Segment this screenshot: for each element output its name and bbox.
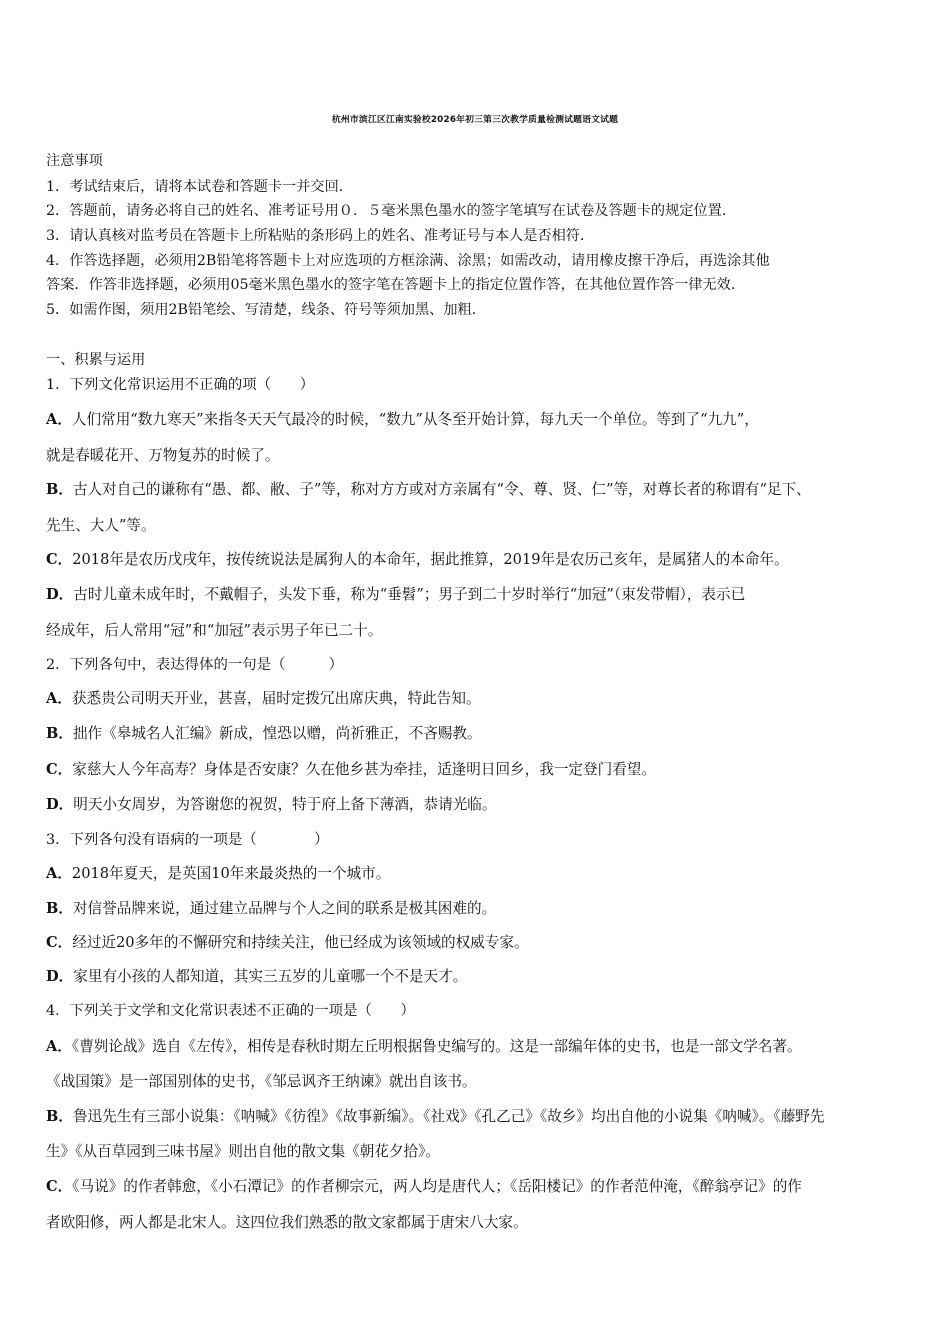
question-stem: 3．下列各句没有语病的一项是（ ） bbox=[46, 832, 329, 848]
option-text: 2018年夏天，是英国10年来最炎热的一个城市。 bbox=[71, 865, 391, 882]
option-text: 古人对自己的谦称有“愚、都、敝、子”等，称对方方或对方亲属有“令、尊、贤、仁”等，对尊长者的称谓有“足下、 bbox=[72, 481, 811, 498]
option-a-continued: 就是春暖花开、万物复苏的时候了。 bbox=[46, 447, 280, 464]
option-c bbox=[46, 760, 656, 780]
option-b-continued: 生》《从百草园到三味书屋》则出自他的散文集《朝花夕拾》。 bbox=[46, 1143, 441, 1160]
option-label: B． bbox=[46, 1108, 73, 1125]
notice-heading: 注意事项 bbox=[46, 153, 103, 169]
option-text: 家里有小孩的人都知道，其实三五岁的儿童哪一个不是天才。 bbox=[73, 968, 468, 985]
option-a bbox=[46, 864, 390, 884]
option-text: 获悉贵公司明天开业，甚喜，届时定拨冗出席庆典，特此告知。 bbox=[71, 690, 481, 707]
question-stem: 4．下列关于文学和文化常识表述不正确的一项是（ ） bbox=[46, 1003, 415, 1019]
option-c bbox=[46, 550, 789, 570]
option-a bbox=[46, 1037, 802, 1057]
option-text: 《马说》的作者韩愈，《小石潭记》的作者柳宗元，两人均是唐代人；《岳阳楼记》的作者范仲淹，《醉翁亭记》的作 bbox=[72, 1178, 802, 1195]
option-c-continued: 者欧阳修，两人都是北宋人。这四位我们熟悉的散文家都属于唐宋八大家。 bbox=[46, 1214, 528, 1231]
option-text: 2018年是农历戊戌年，按传统说法是属狗人的本命年，据此推算，2019年是农历己亥年，是属猪人的本命年。 bbox=[72, 551, 789, 568]
option-b bbox=[46, 899, 496, 919]
option-b bbox=[46, 1107, 825, 1127]
option-label: A． bbox=[46, 411, 72, 428]
option-label: C． bbox=[46, 934, 73, 951]
option-text: 家慈大人今年高寿？身体是否安康？久在他乡甚为牵挂，适逢明日回乡，我一定登门看望。 bbox=[72, 761, 656, 778]
notice-line: 1．考试结束后，请将本试卷和答题卡一并交回． bbox=[46, 179, 353, 195]
option-label: A． bbox=[46, 1038, 72, 1055]
notice-line: 2．答题前，请务必将自己的姓名、准考证号用０．５毫米黑色墨水的签字笔填写在试卷及答题卡的规定位置． bbox=[46, 203, 737, 219]
option-text: 拙作《皋城名人汇编》新成，惶恐以赠，尚祈雅正，不吝赐教。 bbox=[72, 725, 482, 742]
option-label: B． bbox=[46, 481, 73, 498]
option-b-continued: 先生、大人”等。 bbox=[46, 517, 156, 534]
option-label: D． bbox=[46, 586, 74, 603]
option-label: B． bbox=[46, 725, 73, 742]
option-b bbox=[46, 724, 482, 744]
option-label: C． bbox=[46, 551, 73, 568]
option-b bbox=[46, 480, 811, 500]
option-d bbox=[46, 585, 745, 605]
option-d bbox=[46, 795, 496, 815]
option-label: D． bbox=[46, 796, 74, 813]
notice-line: 5．如需作图，须用2B铅笔绘、写清楚，线条、符号等须加黑、加粗． bbox=[46, 302, 486, 318]
option-label: C． bbox=[46, 1178, 73, 1195]
option-text: 明天小女周岁，为答谢您的祝贺，特于府上备下薄酒，恭请光临。 bbox=[73, 796, 497, 813]
question-stem: 2．下列各句中，表达得体的一句是（ ） bbox=[46, 657, 343, 673]
option-c bbox=[46, 933, 529, 953]
option-label: A． bbox=[46, 690, 72, 707]
page-title: 杭州市滨江区江南实验校2026年初三第三次教学质量检测试题语文试题 bbox=[331, 115, 619, 125]
option-text: 鲁迅先生有三部小说集：《呐喊》《彷徨》《故事新编》。《社戏》《孔乙己》《故乡》均出自他的小说集《呐喊》。《藤野先 bbox=[72, 1108, 825, 1125]
question-stem: 1．下列文化常识运用不正确的项（ ） bbox=[46, 377, 315, 393]
option-text: 人们常用“数九寒天”来指冬天天气最冷的时候，“数九”从冬至开始计算，每九天一个单位。等到了“九九”， bbox=[71, 411, 759, 428]
notice-line: 答案．作答非选择题，必须用05毫米黑色墨水的签字笔在答题卡上的指定位置作答，在其他位置作答一律无效． bbox=[46, 277, 746, 293]
option-text: 经过近20多年的不懈研究和持续关注，他已经成为该领域的权威专家。 bbox=[72, 934, 529, 951]
option-c bbox=[46, 1177, 802, 1197]
option-a-continued: 《战国策》是一部国别体的史书，《邹忌讽齐王纳谏》就出自该书。 bbox=[46, 1073, 477, 1090]
section-heading: 一、积累与运用 bbox=[46, 352, 146, 368]
option-label: B． bbox=[46, 900, 73, 917]
option-text: 《曹刿论战》选自《左传》，相传是春秋时期左丘明根据鲁史编写的。这是一部编年体的史书，也是一部文学名著。 bbox=[71, 1038, 802, 1055]
option-label: C． bbox=[46, 761, 73, 778]
option-a bbox=[46, 689, 481, 709]
option-label: A． bbox=[46, 865, 72, 882]
notice-line: 4．作答选择题，必须用2B铅笔将答题卡上对应选项的方框涂满、涂黑；如需改动，请用橡皮擦干净后，再选涂其他 bbox=[46, 253, 770, 269]
option-d bbox=[46, 967, 467, 987]
option-text: 古时儿童未成年时，不戴帽子，头发下垂，称为“垂髫”；男子到二十岁时举行“加冠”（束发带帽），表示已 bbox=[73, 586, 746, 603]
option-d-continued: 经成年，后人常用“冠”和“加冠”表示男子年已二十。 bbox=[46, 622, 383, 639]
option-text: 对信誉品牌来说，通过建立品牌与个人之间的联系是极其困难的。 bbox=[72, 900, 497, 917]
notice-line: 3．请认真核对监考员在答题卡上所粘贴的条形码上的姓名、准考证号与本人是否相符． bbox=[46, 228, 595, 244]
option-a bbox=[46, 410, 759, 430]
option-label: D． bbox=[46, 968, 74, 985]
